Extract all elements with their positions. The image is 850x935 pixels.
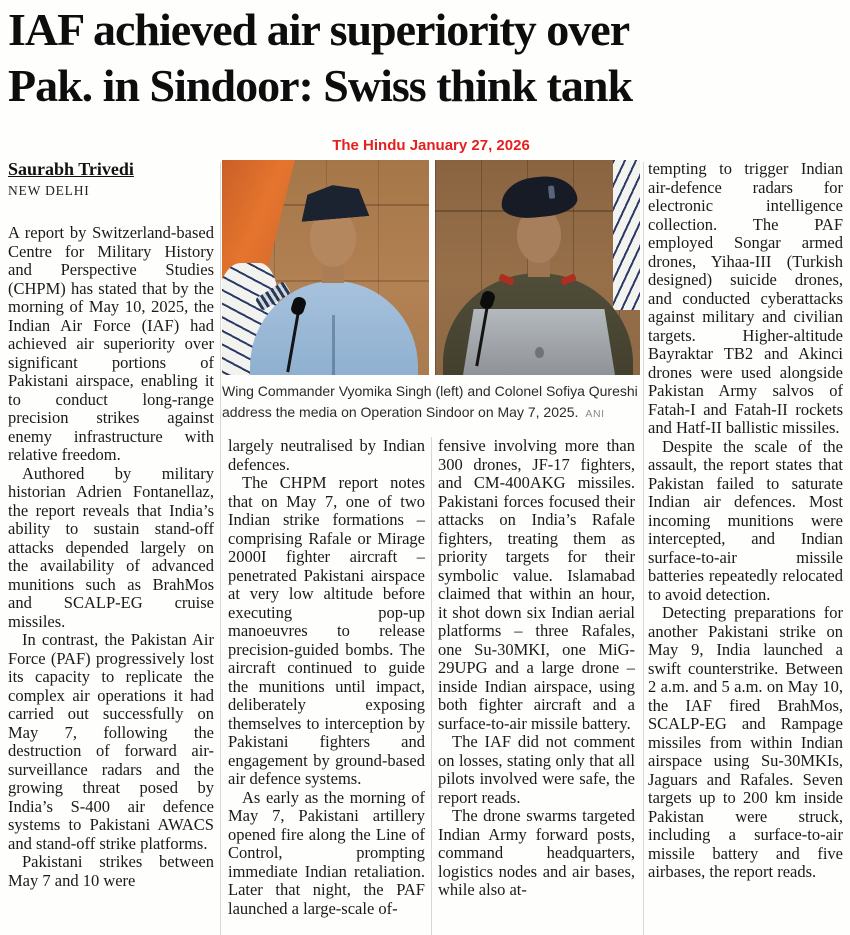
article-paragraph: The IAF did not comment on losses, stating only that all pilots involved were safe, the report reads.	[438, 732, 635, 807]
article-paragraph: fensive involving more than 300 drones, JF-17 fighters, and CM-400AKG missiles. Pakistani forces focused their attacks on India’s Rafale fighters, treating them as priority targets for their symbolic value. Islamabad claimed that within an hour, it shot down six Indian aerial platforms – three Rafales, one Su-30MKI, one MiG-29UPG and a large drone – inside Indian airspace, using both fighter aircraft and a surface-to-air missile battery.	[438, 437, 635, 733]
beret	[499, 173, 579, 221]
microphone-icon	[481, 291, 497, 369]
caption-credit: ANI	[585, 408, 605, 420]
byline-location: NEW DELHI	[8, 182, 90, 198]
article-paragraph: The CHPM report notes that on May 7, one of two Indian strike formations – comprising Rafale or Mirage 2000I fighter aircraft – penetrated Pakistani airspace at very low altitude before executing pop-up manoeuvres to release precision-guided bombs. The aircraft continued to guide the munitions until impact, deliberately exposing themselves to interception by Pakistani fighters and engagement by ground-based air defence systems.	[228, 473, 425, 788]
photo-caption	[222, 381, 640, 425]
byline	[8, 160, 214, 200]
photo-right-panel	[435, 160, 640, 375]
headline	[8, 2, 848, 114]
article-paragraph: The drone swarms targeted Indian Army forward posts, command headquarters, logistics nodes and air bases, while also at-	[438, 806, 635, 899]
byline-author: Saurabh Trivedi	[8, 160, 134, 179]
headline-line-2: Pak. in Sindoor: Swiss think tank	[8, 60, 633, 111]
publication-dateline: The Hindu January 27, 2026	[332, 137, 530, 154]
caption-text: Wing Commander Vyomika Singh (left) and Colonel Sofiya Qureshi address the media on Operation Sindoor on May 7, 2025.	[222, 383, 638, 420]
article-paragraph: Detecting preparations for another Pakistani strike on May 9, India launched a swift counterstrike. Between 2 a.m. and 5 a.m. on May 10, the IAF fired BrahMos, SCALP-EG and Rampage missiles from within Indian airspace using Su-30MKIs, Jaguars and Rafales. Seven targets up to 200 km inside Pakistan were struck, including a surface-to-air missile battery and five airbases, the report reads.	[648, 603, 843, 881]
column-rule	[220, 162, 221, 935]
headline-line-1: IAF achieved air superiority over	[8, 4, 630, 55]
column-4	[648, 160, 843, 935]
article-paragraph: Despite the scale of the assault, the report states that Pakistan failed to saturate Indian air defences. Most incoming munitions were intercepted, and Indian surface-to-air missile batteries repeatedly relocated to avoid detection.	[648, 436, 843, 604]
microphone-icon	[292, 297, 308, 375]
article-photo	[222, 160, 640, 375]
garrison-cap	[299, 182, 370, 222]
laptop-logo-icon	[535, 347, 544, 358]
photo-left-panel	[222, 160, 429, 375]
article-paragraph: In contrast, the Pakistan Air Force (PAF) progressively lost its capacity to replicate the complex air operations it had carried out successfully on May 7, following the destruction of forward air-surveillance radars and the growing threat posed by India’s S-400 air defence systems to Pakistani AWACS and stand-off strike platforms.	[8, 630, 214, 853]
column-rule	[431, 437, 432, 935]
article-paragraph: Authored by military historian Adrien Fontanellaz, the report reveals that India’s ability to sustain stand-off attacks depended largely on the availability of advanced munitions such as BrahMos and SCALP-EG cruise missiles.	[8, 463, 214, 631]
indian-flag-right	[613, 160, 640, 310]
article-paragraph: Pakistani strikes between May 7 and 10 were	[8, 852, 214, 890]
column-2	[228, 437, 425, 935]
column-3	[438, 437, 635, 935]
column-rule	[643, 162, 644, 935]
microphone-head	[290, 295, 308, 316]
column-1	[8, 160, 214, 935]
microphone-head	[479, 289, 497, 310]
uniform-placket	[332, 315, 335, 375]
article-paragraph: As early as the morning of May 7, Pakistani artillery opened fire along the Line of Control, prompting immediate Indian retaliation. Later that night, the PAF launched a large-scale of-	[228, 787, 425, 918]
article-paragraph: tempting to trigger Indian air-defence radars for electronic intelligence collection. The PAF employed Songar armed drones, Yihaa-III (Turkish designed) suicide drones, and conducted cyberattacks against military and civilian targets. Higher-altitude Bayraktar TB2 and Akinci drones were used alongside Pakistan Army salvos of Fatah-I and Fatah-II rockets and Hatf-II ballistic missiles.	[648, 160, 843, 437]
beret-badge	[548, 185, 555, 199]
article-paragraph: A report by Switzerland-based Centre for Military History and Perspective Studies (CHPM) has stated that by the morning of May 10, 2025, the Indian Air Force (IAF) had achieved air superiority over significant portions of Pakistani airspace, enabling it to conduct long-range precision strikes against enemy infrastructure with relative freedom.	[8, 223, 214, 464]
article-paragraph: largely neutralised by Indian defences.	[228, 437, 425, 474]
